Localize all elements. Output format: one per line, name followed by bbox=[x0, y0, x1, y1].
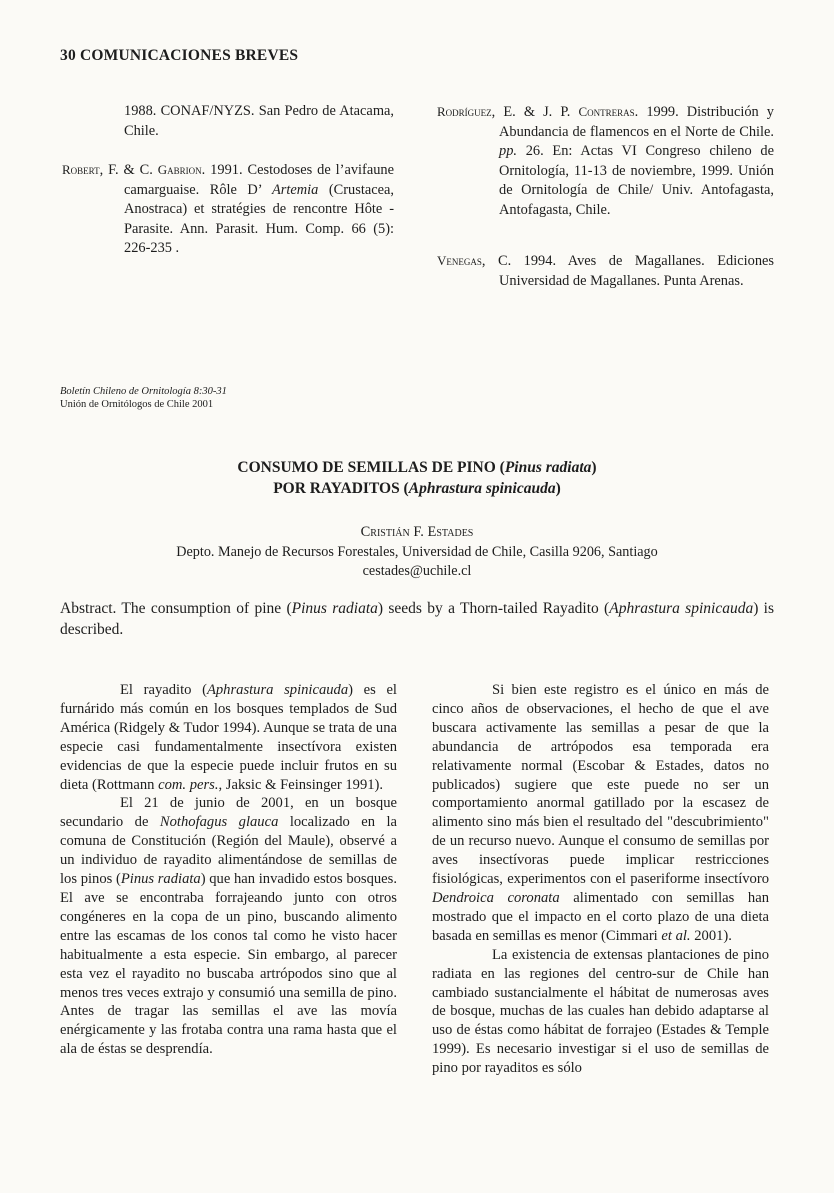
article-title bbox=[60, 457, 774, 499]
body-column-right bbox=[432, 681, 769, 1078]
affiliation-text: Depto. Manejo de Recursos Forestales, Universidad de Chile, Casilla 9206, Santiago bbox=[176, 544, 658, 560]
title-line-1: CONSUMO DE SEMILLAS DE PINO (Pinus radiata) bbox=[237, 459, 597, 476]
body-paragraph: El rayadito (Aphrastura spinicauda) es el furnárido más común en los bosques templados de Sud América (Ridgely & Tudor 1994). Aunque se trata de una especie casi fundamentalmente insectívora existen evidencias de que la especie puede incluir frutos en su dieta (Rottmann com. pers., Jaksic & Feinsinger 1991). bbox=[60, 682, 397, 793]
reference-item: Rodríguez, E. & J. P. Contreras. 1999. Distribución y Abundancia de flamencos en el Norte de Chile. pp. 26. En: Actas VI Congreso chileno de Ornitología, 11-13 de noviembre, 1999. Unión de Ornitología de Chile/ Univ. Antofagasta, Antofagasta, Chile. bbox=[437, 104, 774, 218]
body-paragraph: Si bien este registro es el único en más de cinco años de observaciones, el hecho de que el ave buscara activamente las semillas a pesar de que la abundancia de artrópodos esa temporada era relativamente normal (Escobar & Estades, datos no publicados) sugiere que este puede no ser un comportamiento anormal gatillado por la escasez de alimento sino más bien el resultado del "descubrimiento" de un recurso nuevo. Aunque el consumo de semillas por aves insectívoras puede implicar restricciones fisiológicas, experimentos con el paseriforme insectívoro Dendroica coronata alimentado con semillas han mostrado que el impacto en el corto plazo de una dieta basada en semillas es menor (Cimmari et al. 2001). bbox=[432, 682, 769, 944]
title-line-2: POR RAYADITOS (Aphrastura spinicauda) bbox=[273, 480, 561, 497]
running-head: 30 COMUNICACIONES BREVES bbox=[60, 47, 299, 64]
body-paragraph: La existencia de extensas plantaciones de pino radiata en las regiones del centro-sur de Chile han cambiado sustancialmente el hábitat de numerosas aves de bosque, muchas de las cuales han debido adaptarse al uso de éstas como hábitat de forrajeo (Estades & Temple 1999). Es necesario investigar si el uso de semillas de pino por rayaditos es sólo bbox=[432, 946, 769, 1077]
reference-item: Robert, F. & C. Gabrion. 1991. Cestodoses de l’avifaune camarguaise. Rôle D’ Artemia (Crustacea, Anostraca) et stratégies de rencontre Hôte - Parasite. Ann. Parasit. Hum. Comp. 66 (5): 226-235 . bbox=[62, 162, 394, 256]
reference-item: Venegas, C. 1994. Aves de Magallanes. Ediciones Universidad de Magallanes. Punta Arenas. bbox=[437, 253, 774, 289]
reference-continuation: 1988. CONAF/NYZS. San Pedro de Atacama, Chile. bbox=[124, 103, 394, 139]
references-right-column bbox=[437, 102, 774, 310]
author-name: Cristián F. Estades bbox=[360, 524, 474, 540]
author-email: cestades@uchile.cl bbox=[362, 563, 472, 579]
author-affiliation bbox=[60, 543, 774, 581]
journal-citation bbox=[60, 385, 227, 411]
abstract: Abstract. The consumption of pine (Pinus radiata) seeds by a Thorn-tailed Rayadito (Aphrastura spinicauda) is described. bbox=[60, 600, 775, 638]
journal-line-1: Boletín Chileno de Ornitología 8:30-31 bbox=[60, 386, 227, 397]
body-paragraph: El 21 de junio de 2001, en un bosque secundario de Nothofagus glauca localizado en la comuna de Constitución (Región del Maule), observé a un individuo de rayadito alimentándose de semillas de los pinos (Pinus radiata) que han invadido estos bosques. El ave se encontraba forrajeando junto con otros congéneres en la copa de un pino, buscando alimento entre las escamas de los conos tal como he visto hacer habitualmente a esta especie. Sin embargo, al parecer esta vez el rayadito no buscaba artrópodos sino que al menos tres veces extrajo y consumió una semilla de pino. Antes de tragar las semillas el ave las movía enérgicamente y las frotaba contra una rama hasta que el ala de éstas se desprendía. bbox=[60, 795, 397, 1058]
journal-line-2: Unión de Ornitólogos de Chile 2001 bbox=[60, 399, 214, 410]
references-left-column bbox=[62, 102, 394, 278]
body-column-left bbox=[60, 681, 397, 1059]
